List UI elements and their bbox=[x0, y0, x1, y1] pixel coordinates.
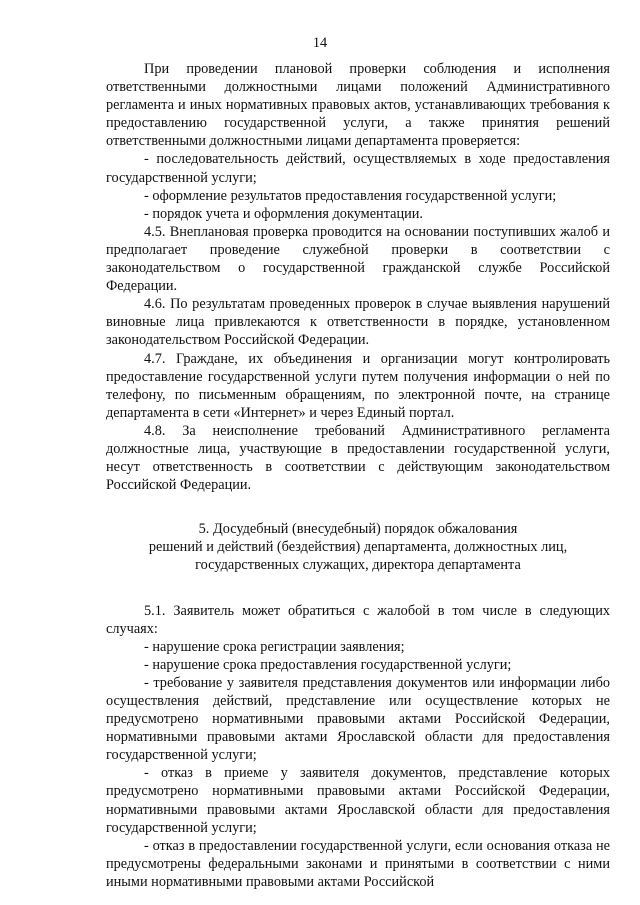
list-item: - нарушение срока регистрации заявления; bbox=[144, 638, 405, 655]
section-heading-line: государственных служащих, директора департамента bbox=[195, 557, 521, 574]
list-item: - требование у заявителя представления документов или информации либо осуществления действий, представление или осуществление которых не предусмотрено нормативными правовыми актами Российской Федерации, нормативными правовыми актами Ярославской области для предоставления государственной услуги; bbox=[106, 674, 610, 764]
list-item: - отказ в предоставлении государственной услуги, если основания отказа не предусмотрены федеральными законами и принятыми в соответствии с ними иными нормативными правовыми актами Российской bbox=[106, 837, 610, 890]
paragraph: 4.8. За неисполнение требований Административного регламента должностные лица, участвующие в предоставлении государственной услуги, несут ответственность в соответствии с действующим законодательством Российской Федерации. bbox=[106, 422, 610, 494]
section-heading-line: решений и действий (бездействия) департамента, должностных лиц, bbox=[148, 539, 568, 556]
section-heading bbox=[106, 520, 610, 574]
list-item: - оформление результатов предоставления государственной услуги; bbox=[144, 187, 557, 204]
section-heading-line: 5. Досудебный (внесудебный) порядок обжалования bbox=[198, 521, 518, 538]
list-item: - последовательность действий, осуществляемых в ходе предоставления государственной услуги; bbox=[106, 151, 610, 186]
document-body bbox=[106, 60, 610, 891]
list-item: - порядок учета и оформления документации. bbox=[144, 205, 423, 222]
paragraph: 5.1. Заявитель может обратиться с жалобой в том числе в следующих случаях: bbox=[106, 602, 610, 637]
list-item: - отказ в приеме у заявителя документов, представление которых предусмотрено нормативными правовыми актами Российской Федерации, нормативными правовыми актами Ярославской области для предоставления государственной услуги; bbox=[106, 765, 610, 836]
page-number: 14 bbox=[312, 35, 328, 51]
list-item: - нарушение срока предоставления государственной услуги; bbox=[144, 656, 512, 673]
paragraph: 4.6. По результатам проведенных проверок в случае выявления нарушений виновные лица привлекаются к ответственности в порядке, установленном законодательством Российской Федерации. bbox=[106, 296, 610, 349]
paragraph: При проведении плановой проверки соблюдения и исполнения ответственными должностными лицами положений Административного регламента и иных нормативных правовых актов, устанавливающих требования к предоставлению государственной услуги, а также принятия решений ответственными должностными лицами департамента проверяется: bbox=[106, 61, 610, 150]
paragraph: 4.7. Граждане, их объединения и организации могут контролировать предоставление государственной услуги путем получения информации о ней по телефону, по письменным обращениям, по электронной почте, на странице департамента в сети «Интернет» и через Единый портал. bbox=[106, 350, 610, 421]
paragraph: 4.5. Внеплановая проверка проводится на основании поступивших жалоб и предполагает проведение служебной проверки в соответствии с законодательством о государственной гражданской службе Российской Федерации. bbox=[106, 223, 610, 295]
